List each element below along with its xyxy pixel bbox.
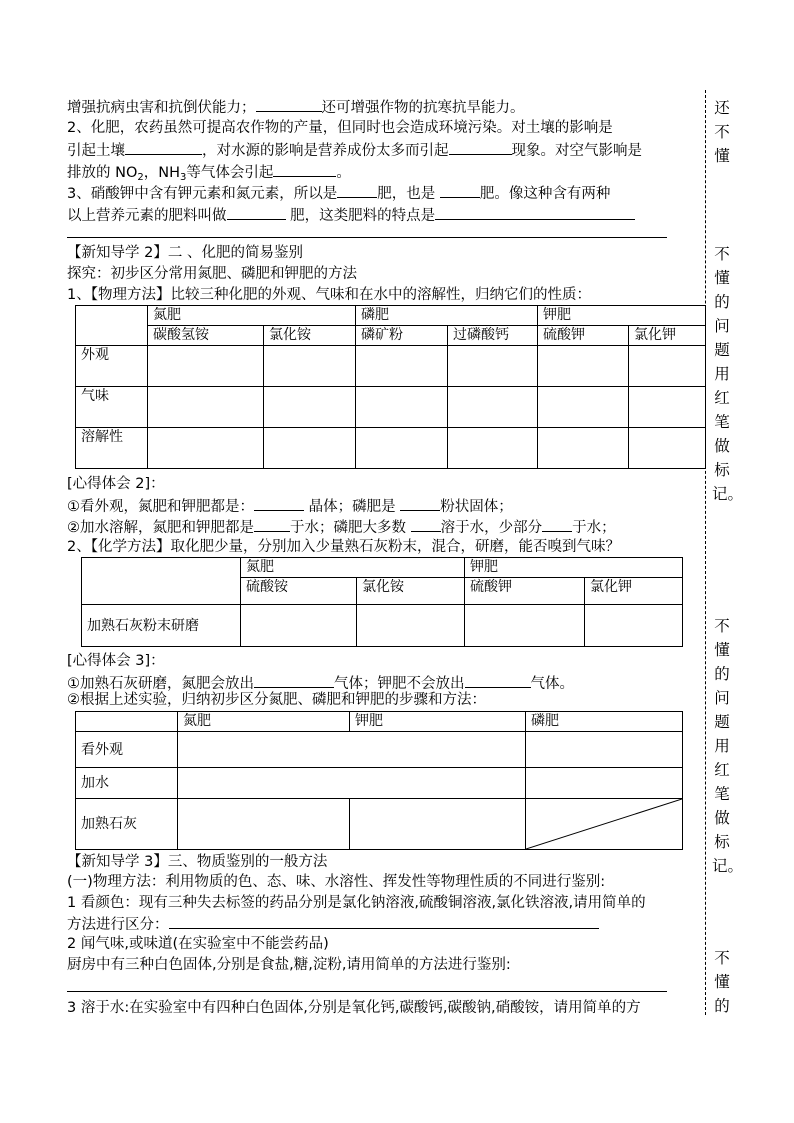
sidebar-note: 不懂的问题用红笔做标记。 bbox=[712, 617, 744, 875]
row-label: 外观 bbox=[76, 346, 148, 387]
blank[interactable] bbox=[465, 673, 531, 688]
answer-cell[interactable] bbox=[356, 387, 448, 428]
blank[interactable] bbox=[542, 517, 572, 532]
header-cell: 氯化铵 bbox=[357, 578, 465, 605]
answer-cell[interactable] bbox=[356, 428, 448, 469]
blank[interactable] bbox=[254, 517, 290, 532]
answer-cell[interactable] bbox=[538, 346, 629, 387]
header-cell: 硫酸铵 bbox=[241, 578, 357, 605]
answer-cell[interactable] bbox=[148, 387, 264, 428]
blank[interactable] bbox=[125, 140, 202, 155]
text-line: 2、化肥，农药虽然可提高农作物的产量，但同时也会造成环境污染。对土壤的影响是 bbox=[67, 120, 613, 136]
row-label: 看外观 bbox=[76, 732, 178, 768]
text-line: [心得体会 3]： bbox=[67, 653, 165, 669]
text-line: 厨房中有三种白色固体,分别是食盐,糖,淀粉,请用简单的方法进行鉴别: bbox=[67, 957, 511, 973]
header-cell: 氯化钾 bbox=[585, 578, 683, 605]
text-line: ②根据上述实验，归纳初步区分氮肥、磷肥和钾肥的步骤和方法： bbox=[67, 692, 486, 708]
blank[interactable] bbox=[254, 673, 334, 688]
text-line: 3、硝酸钾中含有钾元素和氮元素，所以是 肥，也是 肥。像这种含有两种 bbox=[67, 183, 610, 203]
header-cell: 氯化铵 bbox=[264, 326, 356, 346]
header-cell: 氮肥 bbox=[178, 712, 350, 732]
header-cell: 氯化钾 bbox=[629, 326, 706, 346]
blank[interactable] bbox=[273, 162, 336, 177]
answer-cell[interactable] bbox=[538, 428, 629, 469]
answer-cell[interactable] bbox=[241, 605, 357, 647]
sidebar-note: 不懂的问题用红笔做标记。 bbox=[712, 245, 744, 503]
header-cell: 硫酸钾 bbox=[465, 578, 585, 605]
header-cell: 氮肥 bbox=[148, 306, 356, 326]
answer-cell[interactable] bbox=[356, 346, 448, 387]
header-cell: 磷肥 bbox=[356, 306, 538, 326]
answer-cell[interactable] bbox=[629, 428, 706, 469]
row-label: 加熟石灰 bbox=[76, 799, 178, 850]
blank[interactable] bbox=[169, 914, 599, 929]
section-heading: 【新知导学 3】三、物质鉴别的一般方法 bbox=[67, 854, 328, 870]
answer-cell[interactable] bbox=[526, 768, 683, 799]
answer-cell[interactable] bbox=[264, 346, 356, 387]
answer-cell[interactable] bbox=[585, 605, 683, 647]
header-cell: 钾肥 bbox=[538, 306, 706, 326]
header-cell: 钾肥 bbox=[465, 558, 683, 578]
text-line: 方法进行区分： bbox=[67, 914, 599, 934]
header-cell: 磷肥 bbox=[526, 712, 683, 732]
answer-cell[interactable] bbox=[148, 346, 264, 387]
header-cell: 碳酸氢铵 bbox=[148, 326, 264, 346]
text-line: ①看外观，氮肥和钾肥都是： 晶体；磷肥是 粉状固体； bbox=[67, 496, 513, 516]
blank[interactable] bbox=[400, 496, 440, 511]
answer-cell[interactable] bbox=[264, 387, 356, 428]
text-line: 探究：初步区分常用氮肥、磷肥和钾肥的方法 bbox=[67, 266, 357, 282]
sidebar-note: 还不懂 bbox=[714, 99, 730, 165]
text-line: 以上营养元素的肥料叫做 肥，这类肥料的特点是 bbox=[67, 205, 635, 225]
text-line: 1 看颜色：现有三种失去标签的药品分别是氯化钠溶液,硫酸铜溶液,氯化铁溶液,请用简单的 bbox=[67, 895, 646, 911]
text-line: (一)物理方法：利用物质的色、态、味、水溶性、挥发性等物理性质的不同进行鉴别: bbox=[67, 874, 606, 890]
answer-cell[interactable] bbox=[629, 346, 706, 387]
answer-cell[interactable] bbox=[178, 768, 526, 799]
header-cell: 磷矿粉 bbox=[356, 326, 448, 346]
blank[interactable] bbox=[411, 517, 441, 532]
text-line: 增强抗病虫害和抗倒伏能力； 还可增强作物的抗寒抗旱能力。 bbox=[67, 97, 525, 117]
row-label: 加水 bbox=[76, 768, 178, 799]
answer-cell[interactable] bbox=[178, 799, 350, 850]
blank[interactable] bbox=[254, 496, 304, 511]
text-line: 2 闻气味,或味道(在实验室中不能尝药品) bbox=[67, 936, 329, 952]
section-heading: 【新知导学 2】二 、化肥的简易鉴别 bbox=[67, 245, 303, 261]
text-line: 1、【物理方法】比较三种化肥的外观、气味和在水中的溶解性，归纳它们的性质： bbox=[67, 287, 591, 303]
header-cell-empty bbox=[76, 712, 178, 732]
answer-cell[interactable] bbox=[350, 799, 526, 850]
header-cell: 过磷酸钙 bbox=[448, 326, 538, 346]
text-line: 3 溶于水:在实验室中有四种白色固体,分别是氧化钙,碳酸钙,碳酸钠,硝酸铵，请用简单的方 bbox=[67, 1000, 641, 1016]
row-label: 溶解性 bbox=[76, 428, 148, 469]
header-cell: 钾肥 bbox=[350, 712, 526, 732]
answer-cell[interactable] bbox=[526, 732, 683, 768]
blank[interactable] bbox=[449, 140, 512, 155]
fertilizer-property-table bbox=[75, 305, 706, 469]
answer-cell[interactable] bbox=[448, 346, 538, 387]
diagonal-cell bbox=[526, 799, 683, 850]
header-cell: 硫酸钾 bbox=[538, 326, 629, 346]
sidebar-divider bbox=[705, 90, 707, 1015]
answer-cell[interactable] bbox=[538, 387, 629, 428]
sidebar-note: 不懂的 bbox=[714, 949, 730, 1015]
text-line: 2、【化学方法】取化肥少量，分别加入少量熟石灰粉末，混合，研磨，能否嗅到气味？ bbox=[67, 539, 620, 555]
answer-cell[interactable] bbox=[178, 732, 526, 768]
text-line: ①加熟石灰研磨，氮肥会放出 气体；钾肥不会放出 气体。 bbox=[67, 673, 574, 693]
diagonal-line bbox=[526, 799, 682, 849]
text-line: 排放的 $NO_2$，$NH_3$等气体会引起 。 bbox=[67, 162, 351, 187]
answer-cell[interactable] bbox=[448, 428, 538, 469]
row-label: 气味 bbox=[76, 387, 148, 428]
answer-cell[interactable] bbox=[357, 605, 465, 647]
answer-line[interactable] bbox=[67, 237, 667, 238]
answer-cell[interactable] bbox=[264, 428, 356, 469]
answer-cell[interactable] bbox=[629, 387, 706, 428]
header-cell: 氮肥 bbox=[241, 558, 465, 578]
blank[interactable] bbox=[435, 205, 635, 220]
lime-grinding-table bbox=[81, 557, 683, 647]
text-line: 引起土壤 ，对水源的影响是营养成份太多而引起 现象。对空气影响是 bbox=[67, 140, 642, 160]
answer-cell[interactable] bbox=[465, 605, 585, 647]
text-line: ②加水溶解，氮肥和钾肥都是 于水；磷肥大多数 溶于水，少部分 于水； bbox=[67, 517, 616, 537]
blank[interactable] bbox=[227, 205, 286, 220]
header-cell-empty bbox=[76, 306, 148, 346]
blank[interactable] bbox=[337, 183, 377, 198]
blank[interactable] bbox=[256, 97, 322, 112]
answer-line[interactable] bbox=[67, 991, 667, 992]
text-line: [心得体会 2]： bbox=[67, 476, 165, 492]
identification-steps-table bbox=[75, 711, 683, 850]
answer-cell[interactable] bbox=[148, 428, 264, 469]
answer-cell[interactable] bbox=[448, 387, 538, 428]
header-cell-empty bbox=[82, 558, 241, 605]
row-label: 加熟石灰粉末研磨 bbox=[82, 605, 241, 647]
blank[interactable] bbox=[440, 183, 480, 198]
